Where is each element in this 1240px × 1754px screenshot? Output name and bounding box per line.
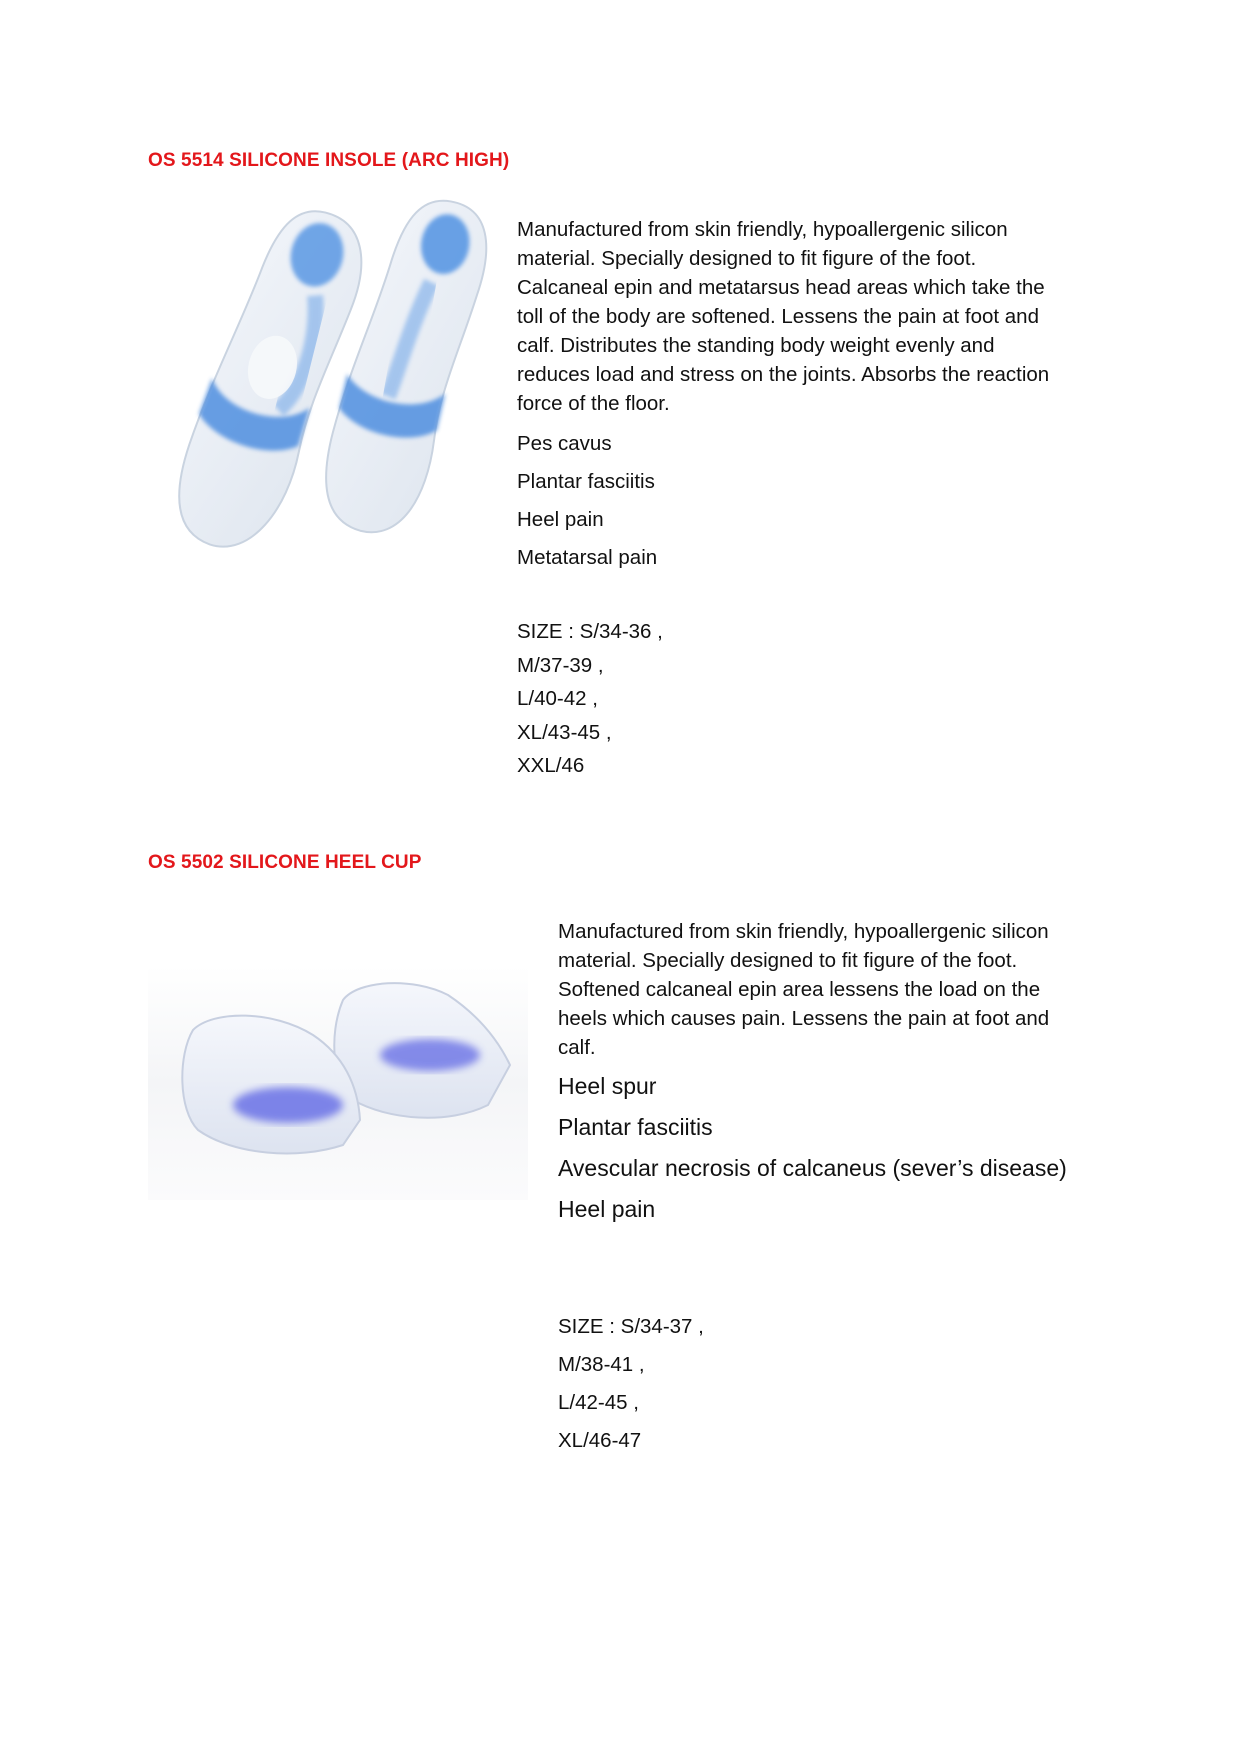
product-description-insole: Manufactured from skin friendly, hypoallergenic silicon material. Specially designed to fit figure of the foot. Calcaneal epin and metatarsus head areas which take the toll of the body are softened. Lessens the pain at foot and calf. Distributes the standing body weight evenly and reduces load and stress on the joints. Absorbs the reaction force of the floor. [517,218,1050,415]
list-item: Plantar fasciitis [558,1114,713,1140]
size-list-heel-cup [558,1308,704,1460]
list-item: Heel spur [558,1073,657,1099]
indication-list-heel-cup [558,1066,1067,1230]
product-title-heel-cup: OS 5502 SILICONE HEEL CUP [148,852,422,873]
silicone-heel-cup-pair-icon [148,955,528,1205]
product-title-insole: OS 5514 SILICONE INSOLE (ARC HIGH) [148,150,510,171]
list-item: Avescular necrosis of calcaneus (sever’s disease) [558,1155,1067,1181]
list-item: Metatarsal pain [517,546,658,569]
list-item: XL/46-47 [558,1429,642,1452]
list-item: XXL/46 [517,754,585,777]
list-item: L/40-42 , [517,687,598,710]
list-item: SIZE : S/34-36 , [517,620,663,643]
product-description-heel-cup: Manufactured from skin friendly, hypoallergenic silicon material. Specially designed to fit figure of the foot. Softened calcaneal epin area lessens the load on the heels which causes pain. Lessens the pain at foot and calf. [558,920,1050,1059]
indication-list-insole [517,425,657,577]
list-item: Plantar fasciitis [517,470,655,493]
size-list-insole [517,615,663,783]
list-item: M/38-41 , [558,1353,645,1376]
list-item: Heel pain [517,508,604,531]
silicone-insole-pair-icon [170,195,500,575]
list-item: Heel pain [558,1196,656,1222]
list-item: XL/43-45 , [517,720,612,744]
list-item: SIZE : S/34-37 , [558,1315,704,1338]
list-item: Pes cavus [517,432,612,455]
list-item: M/37-39 , [517,653,604,677]
list-item: L/42-45 , [558,1391,639,1414]
